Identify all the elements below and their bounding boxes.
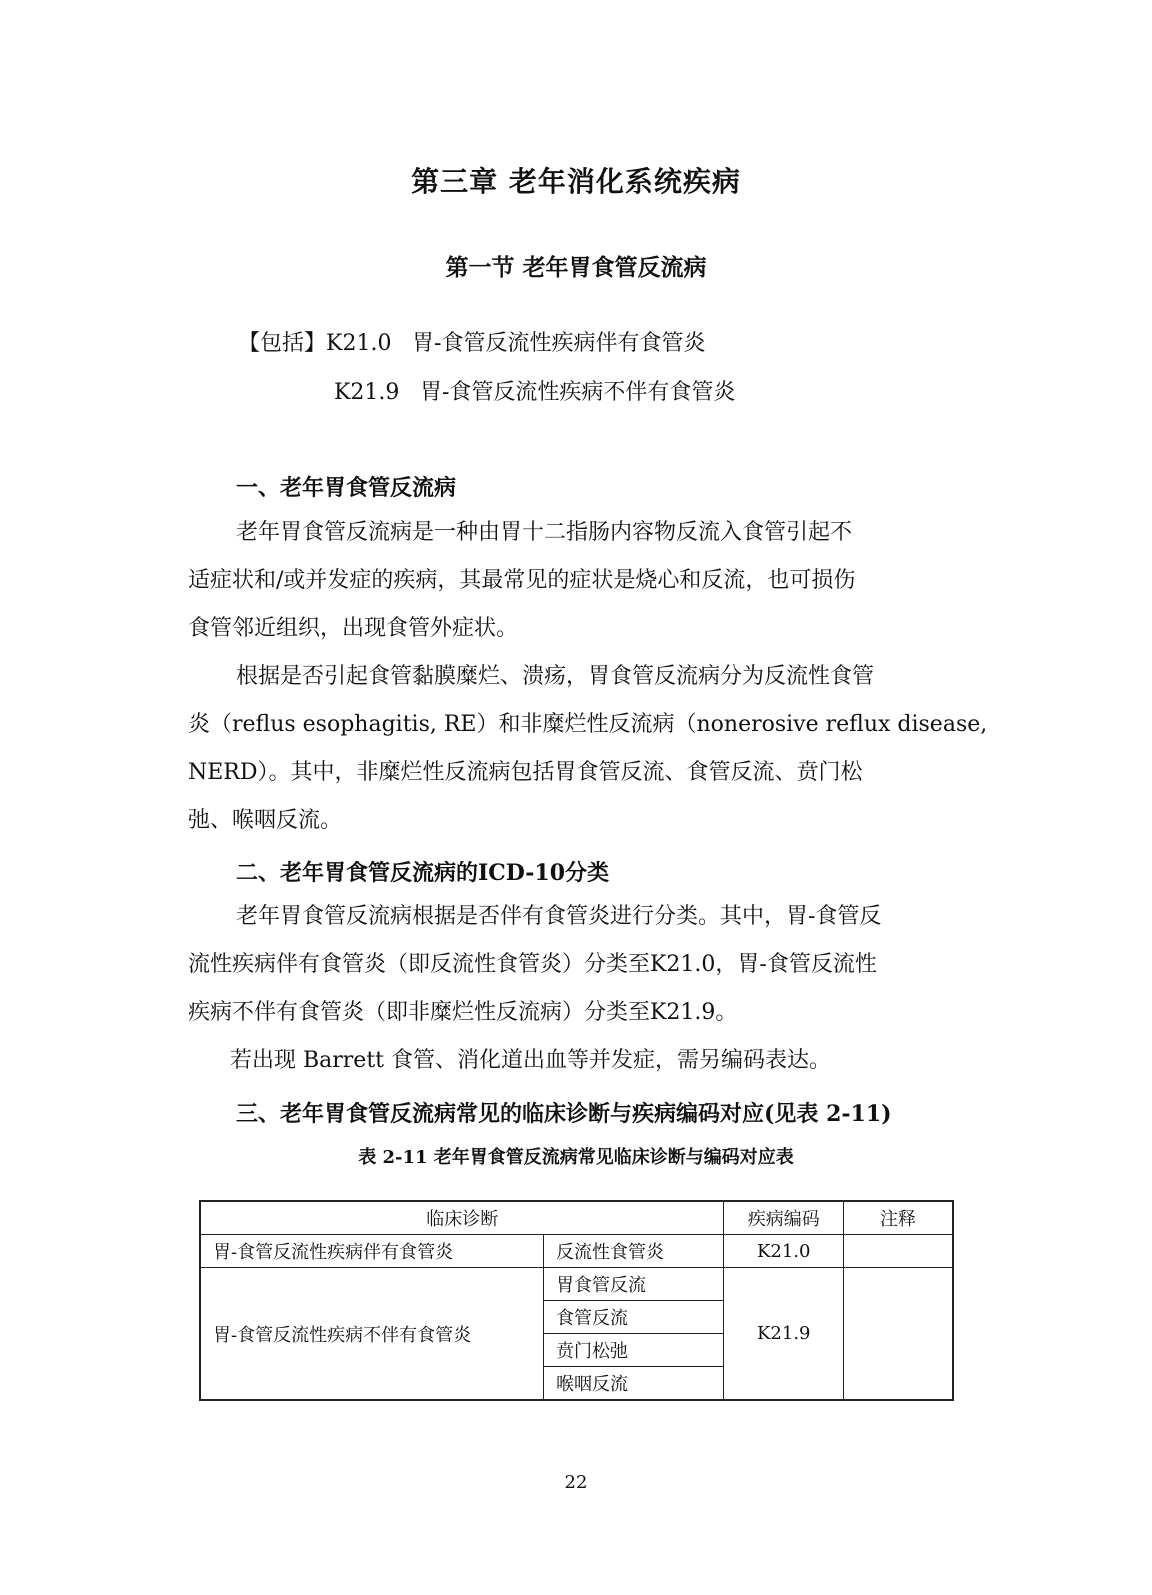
code-cell: K21.9 xyxy=(724,1268,844,1401)
table-row xyxy=(200,1235,953,1268)
paragraph-1-line: 老年胃食管反流病是一种由胃十二指肠内容物反流入食管引起不 xyxy=(236,520,853,545)
includes-name: 胃-食管反流性疾病不伴有食管炎 xyxy=(420,380,736,405)
paragraph-2-line: 炎（reflus esophagitis, RE）和非糜烂性反流病（nonerosive reflux disease, xyxy=(188,712,988,737)
sub-diagnosis-cell: 喉咽反流 xyxy=(544,1367,724,1401)
chapter-title: 第三章 老年消化系统疾病 xyxy=(411,165,741,198)
paragraph-2-line: 根据是否引起食管黏膜糜烂、溃疡，胃食管反流病分为反流性食管 xyxy=(236,664,875,689)
header-notes: 注释 xyxy=(844,1201,953,1235)
heading-1: 一、老年胃食管反流病 xyxy=(236,475,457,501)
table-row xyxy=(200,1268,953,1301)
diagnosis-code-table xyxy=(199,1200,954,1401)
note-cell xyxy=(844,1268,953,1401)
paragraph-1-line: 食管邻近组织，出现食管外症状。 xyxy=(188,616,519,641)
paragraph-3-line: 老年胃食管反流病根据是否伴有食管炎进行分类。其中，胃-食管反 xyxy=(236,904,882,929)
includes-label: 【包括】 xyxy=(238,331,327,356)
table-header-row xyxy=(200,1201,953,1235)
note-cell xyxy=(844,1235,953,1268)
section-title: 第一节 老年胃食管反流病 xyxy=(445,254,707,281)
includes-line-1 xyxy=(238,326,705,357)
sub-diagnosis-cell: 反流性食管炎 xyxy=(544,1235,724,1268)
diagnosis-cell: 胃-食管反流性疾病不伴有食管炎 xyxy=(200,1268,544,1401)
table-caption: 表 2-11 老年胃食管反流病常见临床诊断与编码对应表 xyxy=(358,1147,794,1168)
paragraph-2-line: NERD）。其中，非糜烂性反流病包括胃食管反流、食管反流、贲门松 xyxy=(188,760,863,785)
includes-name: 胃-食管反流性疾病伴有食管炎 xyxy=(412,331,706,356)
paragraph-3-line: 流性疾病伴有食管炎（即反流性食管炎）分类至K21.0，胃-食管反流性 xyxy=(188,952,877,977)
heading-3: 三、老年胃食管反流病常见的临床诊断与疾病编码对应(见表 2-11) xyxy=(236,1101,892,1127)
paragraph-2-line: 弛、喉咽反流。 xyxy=(188,808,343,833)
paragraph-1-line: 适症状和/或并发症的疾病，其最常见的症状是烧心和反流，也可损伤 xyxy=(188,568,856,593)
paragraph-3-line: 疾病不伴有食管炎（即非糜烂性反流病）分类至K21.9。 xyxy=(188,1000,738,1025)
header-clinical-diagnosis: 临床诊断 xyxy=(200,1201,724,1235)
paragraph-4: 若出现 Barrett 食管、消化道出血等并发症，需另编码表达。 xyxy=(230,1048,832,1073)
sub-diagnosis-cell: 胃食管反流 xyxy=(544,1268,724,1301)
heading-2: 二、老年胃食管反流病的ICD-10分类 xyxy=(236,860,610,886)
code-cell: K21.0 xyxy=(724,1235,844,1268)
page-number: 22 xyxy=(564,1472,588,1493)
includes-code: K21.0 xyxy=(326,331,392,356)
sub-diagnosis-cell: 贲门松弛 xyxy=(544,1334,724,1367)
diagnosis-cell: 胃-食管反流性疾病伴有食管炎 xyxy=(200,1235,544,1268)
includes-code: K21.9 xyxy=(334,380,400,405)
header-disease-code: 疾病编码 xyxy=(724,1201,844,1235)
includes-line-2 xyxy=(334,375,735,406)
sub-diagnosis-cell: 食管反流 xyxy=(544,1301,724,1334)
